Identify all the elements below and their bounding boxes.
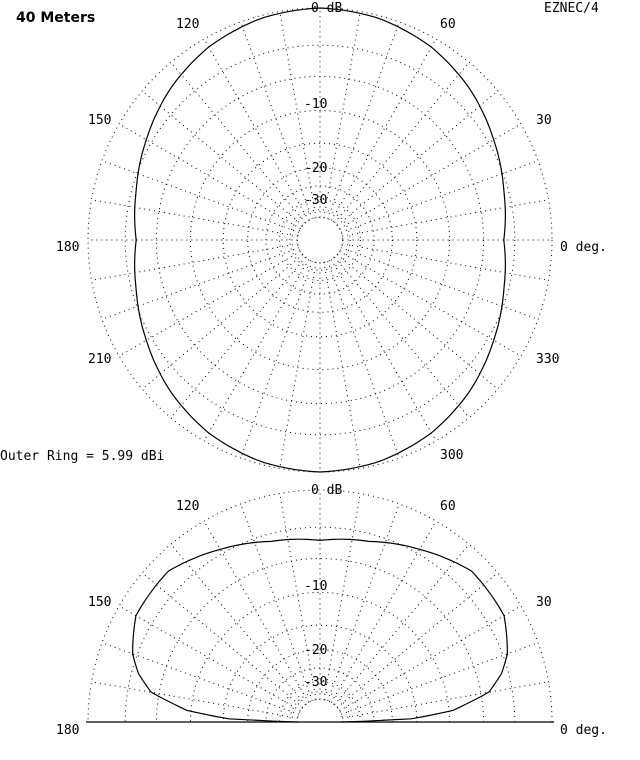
az-db-label-20: -20 — [304, 161, 328, 176]
el-spoke-30 — [340, 606, 521, 711]
az-spoke-350 — [342, 244, 548, 280]
azimuth-pattern-curve — [135, 8, 506, 472]
el-spoke-150 — [119, 606, 300, 711]
az-spoke-50 — [335, 62, 470, 222]
el-db-label-0: 0 dB — [311, 483, 343, 498]
el-spoke-140 — [142, 573, 302, 708]
az-spoke-120 — [204, 39, 309, 220]
el-db-label-30: -30 — [304, 675, 328, 690]
az-ring-8 — [290, 210, 350, 270]
az-spoke-310 — [335, 257, 470, 417]
az-spoke-60 — [331, 39, 436, 220]
el-ring-9 — [297, 699, 342, 722]
az-spoke-10 — [342, 200, 548, 236]
az-spoke-140 — [142, 91, 302, 226]
az-spoke-300 — [331, 260, 436, 441]
el-angle-label-30: 30 — [536, 595, 552, 610]
az-spoke-130 — [171, 62, 306, 222]
az-angle-label-210: 210 — [88, 352, 112, 367]
az-spoke-170 — [92, 200, 298, 236]
el-spoke-120 — [204, 521, 309, 702]
az-angle-label-150: 150 — [88, 113, 112, 128]
az-angle-label-180: 180 — [56, 240, 80, 255]
outer-ring-value: Outer Ring = 5.99 dBi — [0, 449, 165, 464]
az-angle-label-0: 0 deg. — [560, 240, 607, 255]
el-angle-label-60: 60 — [440, 499, 456, 514]
az-spoke-80 — [324, 12, 360, 218]
az-db-label-30: -30 — [304, 193, 328, 208]
el-spoke-50 — [335, 544, 470, 704]
el-angle-label-150: 150 — [88, 595, 112, 610]
az-angle-label-300: 300 — [440, 448, 464, 463]
el-db-label-10: -10 — [304, 579, 328, 594]
az-angle-label-60: 60 — [440, 17, 456, 32]
el-angle-label-0: 0 deg. — [560, 723, 607, 738]
az-spoke-230 — [171, 257, 306, 417]
azimuth-grid — [88, 8, 552, 472]
az-spoke-220 — [142, 255, 302, 390]
el-db-label-20: -20 — [304, 643, 328, 658]
el-spoke-60 — [331, 521, 436, 702]
az-angle-label-30: 30 — [536, 113, 552, 128]
az-ring-0 — [88, 8, 552, 472]
program-brand: EZNEC/4 — [544, 1, 599, 16]
az-angle-label-330: 330 — [536, 352, 560, 367]
elevation-pattern-curve — [133, 539, 508, 722]
az-angle-label-120: 120 — [176, 17, 200, 32]
az-spoke-260 — [280, 262, 316, 468]
el-spoke-130 — [171, 544, 306, 704]
az-ring-3 — [190, 110, 449, 369]
az-spoke-320 — [337, 255, 497, 390]
az-spoke-240 — [204, 260, 309, 441]
el-spoke-40 — [337, 573, 497, 708]
az-db-label-0: 0 dB — [311, 1, 343, 16]
az-spoke-40 — [337, 91, 497, 226]
el-angle-label-180: 180 — [56, 723, 80, 738]
el-angle-label-120: 120 — [176, 499, 200, 514]
az-db-label-10: -10 — [304, 97, 328, 112]
band-title: 40 Meters — [16, 10, 96, 26]
el-spoke-100 — [280, 494, 316, 700]
az-ring-2 — [156, 76, 483, 403]
az-ring-9 — [297, 217, 342, 262]
az-ring-5 — [248, 168, 393, 313]
el-ring-1 — [125, 527, 515, 722]
